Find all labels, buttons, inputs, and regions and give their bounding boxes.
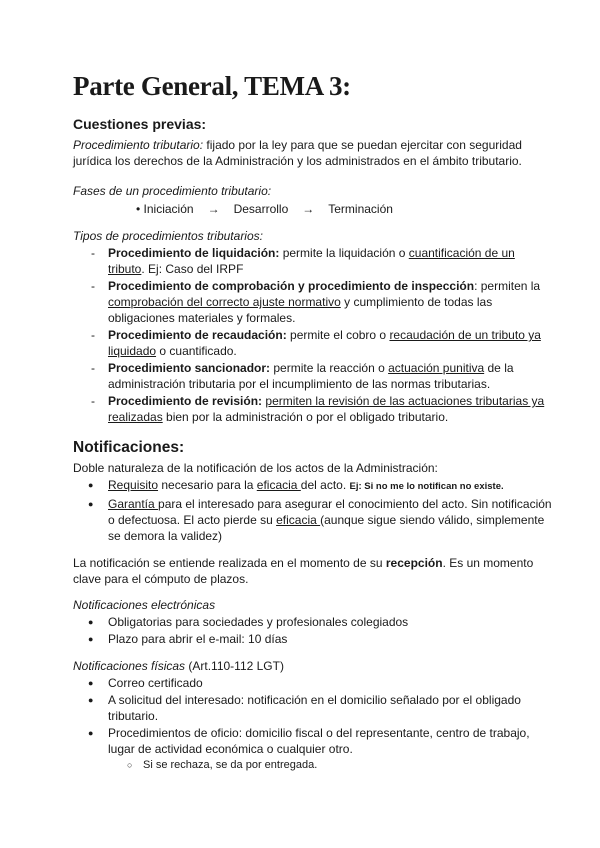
fisicas-label: Notificaciones físicas (Art.110-112 LGT) [73,659,284,673]
list-item: - Procedimiento de comprobación y procedimiento de inspección: permiten la comprobación del correcto ajuste normativo y cumplimiento de todas las obligaciones materiales y formales. [73,278,553,326]
arrow-icon: → [302,202,315,216]
notificaciones-intro: Doble naturaleza de la notificación de los actos de la Administración: [73,461,438,475]
electronicas-label: Notificaciones electrónicas [73,598,216,612]
phase-1: • Iniciación [136,202,194,216]
tipos-label: Tipos de procedimientos tributarios: [73,229,263,243]
electronicas-list [73,614,553,647]
section-heading-notificaciones: Notificaciones: [73,439,185,456]
list-item: ● Correo certificado [73,675,553,691]
list-item: ● Procedimientos de oficio: domicilio fiscal o del representante, centro de trabajo, lugar de actividad económica o cualquier otro. [73,725,553,757]
tipos-list [73,245,553,425]
definition-paragraph [73,137,553,169]
naturaleza-list [73,477,553,544]
list-item: ● Garantía para el interesado para asegurar el conocimiento del acto. Sin notificación o defectuosa. El acto pierde su eficacia (aunque sigue siendo válido, simplemente se demora la validez) [73,496,553,544]
recepcion-paragraph: La notificación se entiende realizada en el momento de su recepción. Es un momento clave para el cómputo de plazos. [73,556,534,586]
phase-3: Terminación [328,202,393,216]
list-item: - Procedimiento de revisión: permiten la revisión de las actuaciones tributarias ya realizadas bien por la administración o por el obligado tributario. [73,393,553,425]
fisicas-list [73,675,553,757]
list-item: - Procedimiento de recaudación: permite el cobro o recaudación de un tributo ya liquidado o cuantificado. [73,327,553,359]
section-heading-cuestiones: Cuestiones previas: [73,116,207,132]
list-item: - Procedimiento sancionador: permite la reacción o actuación punitiva de la administración tributaria por el incumplimiento de las normas tributarias. [73,360,553,392]
phases-row [136,201,553,218]
list-item: ● Requisito necesario para la eficacia del acto. Ej: Si no me lo notifican no existe. [73,477,553,495]
fisicas-sublist [73,758,553,773]
definition-term: Procedimiento tributario: [73,138,204,152]
fases-label: Fases de un procedimiento tributario: [73,184,272,198]
list-item: ● Obligatorias para sociedades y profesionales colegiados [73,614,553,630]
definition-text: fijado por la ley para que se puedan ejercitar con seguridad jurídica los derechos de la Administración y los administrados en el ámbito tributario. [73,138,522,168]
list-item: ● Plazo para abrir el e-mail: 10 días [73,631,553,647]
list-item: ● A solicitud del interesado: notificación en el domicilio señalado por el obligado tributario. [73,692,553,724]
phase-2: Desarrollo [233,202,289,216]
document-page [73,70,553,773]
list-item: - Procedimiento de liquidación: permite la liquidación o cuantificación de un tributo. Ej: Caso del IRPF [73,245,553,277]
page-title: Parte General, TEMA 3: [73,71,351,101]
sub-list-item: ○ Si se rechaza, se da por entregada. [73,758,553,773]
arrow-icon: → [207,202,220,216]
